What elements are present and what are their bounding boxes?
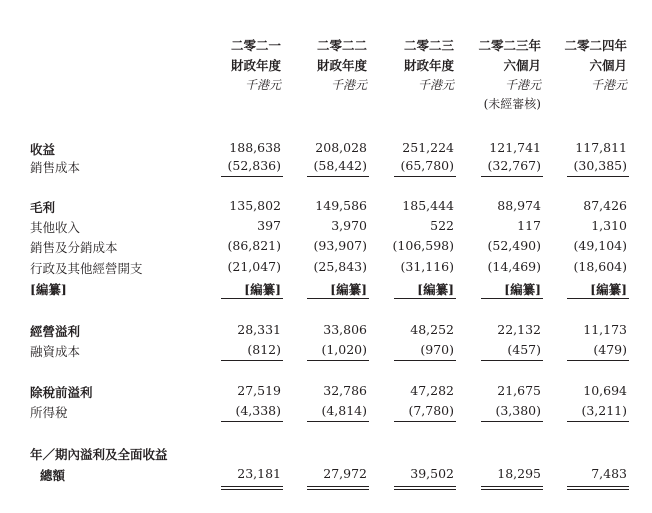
row-value: (65,780) — [400, 158, 454, 173]
single-underline — [221, 298, 283, 299]
single-underline — [567, 421, 629, 422]
row-value: (4,814) — [321, 403, 367, 418]
row-value: 32,786 — [323, 383, 367, 398]
row-label: 除稅前溢利 — [30, 385, 93, 400]
row-label-line1: 年／期內溢利及全面收益 — [30, 447, 168, 462]
single-underline — [221, 176, 283, 177]
row-value: 149,586 — [315, 198, 367, 213]
row-label: 總額 — [40, 468, 66, 483]
double-underline-bottom — [481, 489, 543, 490]
row-value: 121,741 — [489, 140, 541, 155]
row-value: 39,502 — [410, 466, 454, 481]
row-label: 銷售成本 — [30, 160, 81, 175]
row-value: 117,811 — [575, 140, 627, 155]
row-value: 522 — [430, 218, 454, 233]
single-underline — [307, 360, 369, 361]
row-value: 397 — [257, 218, 281, 233]
single-underline — [481, 298, 543, 299]
column-header-line1: 二零二三 — [403, 38, 454, 53]
column-unit: 千港元 — [504, 78, 541, 92]
single-underline — [481, 176, 543, 177]
row-value: 18,295 — [497, 466, 541, 481]
row-value: 185,444 — [402, 198, 454, 213]
row-label: 銷售及分銷成本 — [30, 240, 118, 255]
row-value: 10,694 — [583, 383, 627, 398]
row-label: 所得稅 — [30, 405, 68, 420]
row-value: 47,282 — [410, 383, 454, 398]
row-value: [編纂] — [330, 282, 367, 297]
row-label: 毛利 — [30, 200, 56, 215]
column-unit: 千港元 — [417, 78, 454, 92]
row-value: (49,104) — [573, 238, 627, 253]
row-value: (1,020) — [321, 342, 367, 357]
row-value: (86,821) — [227, 238, 281, 253]
single-underline — [394, 298, 456, 299]
double-underline-top — [481, 486, 543, 487]
row-value: 208,028 — [315, 140, 367, 155]
column-header-line2: 財政年度 — [403, 58, 454, 73]
row-value: (457) — [507, 342, 541, 357]
row-value: (106,598) — [392, 238, 454, 253]
double-underline-top — [394, 486, 456, 487]
row-value: (970) — [420, 342, 454, 357]
row-value: 88,974 — [497, 198, 541, 213]
single-underline — [307, 421, 369, 422]
row-value: 27,972 — [323, 466, 367, 481]
column-header-line2: 六個月 — [503, 58, 541, 73]
row-value: [編纂] — [590, 282, 627, 297]
column-header-line2: 財政年度 — [316, 58, 367, 73]
double-underline-top — [221, 486, 283, 487]
row-value: (479) — [593, 342, 627, 357]
single-underline — [394, 421, 456, 422]
single-underline — [394, 176, 456, 177]
row-value: 33,806 — [323, 322, 367, 337]
row-value: (4,338) — [235, 403, 281, 418]
row-label: 經營溢利 — [30, 324, 81, 339]
row-label: 收益 — [30, 142, 56, 157]
single-underline — [307, 298, 369, 299]
row-value: 7,483 — [591, 466, 627, 481]
column-header-line2: 財政年度 — [230, 58, 281, 73]
column-header-line1: 二零二三年 — [478, 38, 541, 53]
column-header-line1: 二零二二 — [316, 38, 367, 53]
single-underline — [394, 360, 456, 361]
double-underline-bottom — [394, 489, 456, 490]
row-value: (32,767) — [487, 158, 541, 173]
row-value: (31,116) — [400, 259, 454, 274]
row-value: 48,252 — [410, 322, 454, 337]
column-unit: 千港元 — [330, 78, 367, 92]
row-value: 251,224 — [402, 140, 454, 155]
row-value: (14,469) — [487, 259, 541, 274]
column-note: (未經審核) — [483, 97, 541, 111]
row-value: 188,638 — [229, 140, 281, 155]
row-value: 23,181 — [237, 466, 281, 481]
row-label: [編纂] — [30, 282, 67, 297]
row-value: (3,380) — [495, 403, 541, 418]
double-underline-bottom — [567, 489, 629, 490]
row-value: 1,310 — [591, 218, 627, 233]
single-underline — [567, 176, 629, 177]
single-underline — [481, 360, 543, 361]
row-value: 3,970 — [331, 218, 367, 233]
row-value: (93,907) — [313, 238, 367, 253]
double-underline-top — [307, 486, 369, 487]
row-value: (52,836) — [227, 158, 281, 173]
column-unit: 千港元 — [244, 78, 281, 92]
row-value: (18,604) — [573, 259, 627, 274]
row-value: (52,490) — [487, 238, 541, 253]
column-header-line1: 二零二四年 — [564, 38, 627, 53]
row-label: 其他收入 — [30, 220, 81, 235]
double-underline-bottom — [221, 489, 283, 490]
column-header-line2: 六個月 — [589, 58, 627, 73]
row-value: 28,331 — [237, 322, 281, 337]
row-value: (25,843) — [313, 259, 367, 274]
row-value: 21,675 — [497, 383, 541, 398]
row-value: 87,426 — [583, 198, 627, 213]
row-value: (812) — [247, 342, 281, 357]
single-underline — [221, 360, 283, 361]
row-value: (30,385) — [573, 158, 627, 173]
column-header-line1: 二零二一 — [230, 38, 281, 53]
row-value: (58,442) — [313, 158, 367, 173]
row-value: 135,802 — [229, 198, 281, 213]
row-value: 11,173 — [583, 322, 627, 337]
row-label: 行政及其他經營開支 — [30, 261, 143, 276]
row-value: 22,132 — [497, 322, 541, 337]
row-value: (21,047) — [227, 259, 281, 274]
row-value: (7,780) — [408, 403, 454, 418]
row-value: (3,211) — [581, 403, 627, 418]
double-underline-top — [567, 486, 629, 487]
single-underline — [567, 298, 629, 299]
row-value: 27,519 — [237, 383, 281, 398]
column-unit: 千港元 — [590, 78, 627, 92]
single-underline — [307, 176, 369, 177]
row-value: [編纂] — [504, 282, 541, 297]
row-label: 融資成本 — [30, 344, 81, 359]
single-underline — [481, 421, 543, 422]
row-value: 117 — [517, 218, 541, 233]
single-underline — [567, 360, 629, 361]
row-value: [編纂] — [417, 282, 454, 297]
double-underline-bottom — [307, 489, 369, 490]
single-underline — [221, 421, 283, 422]
row-value: [編纂] — [244, 282, 281, 297]
